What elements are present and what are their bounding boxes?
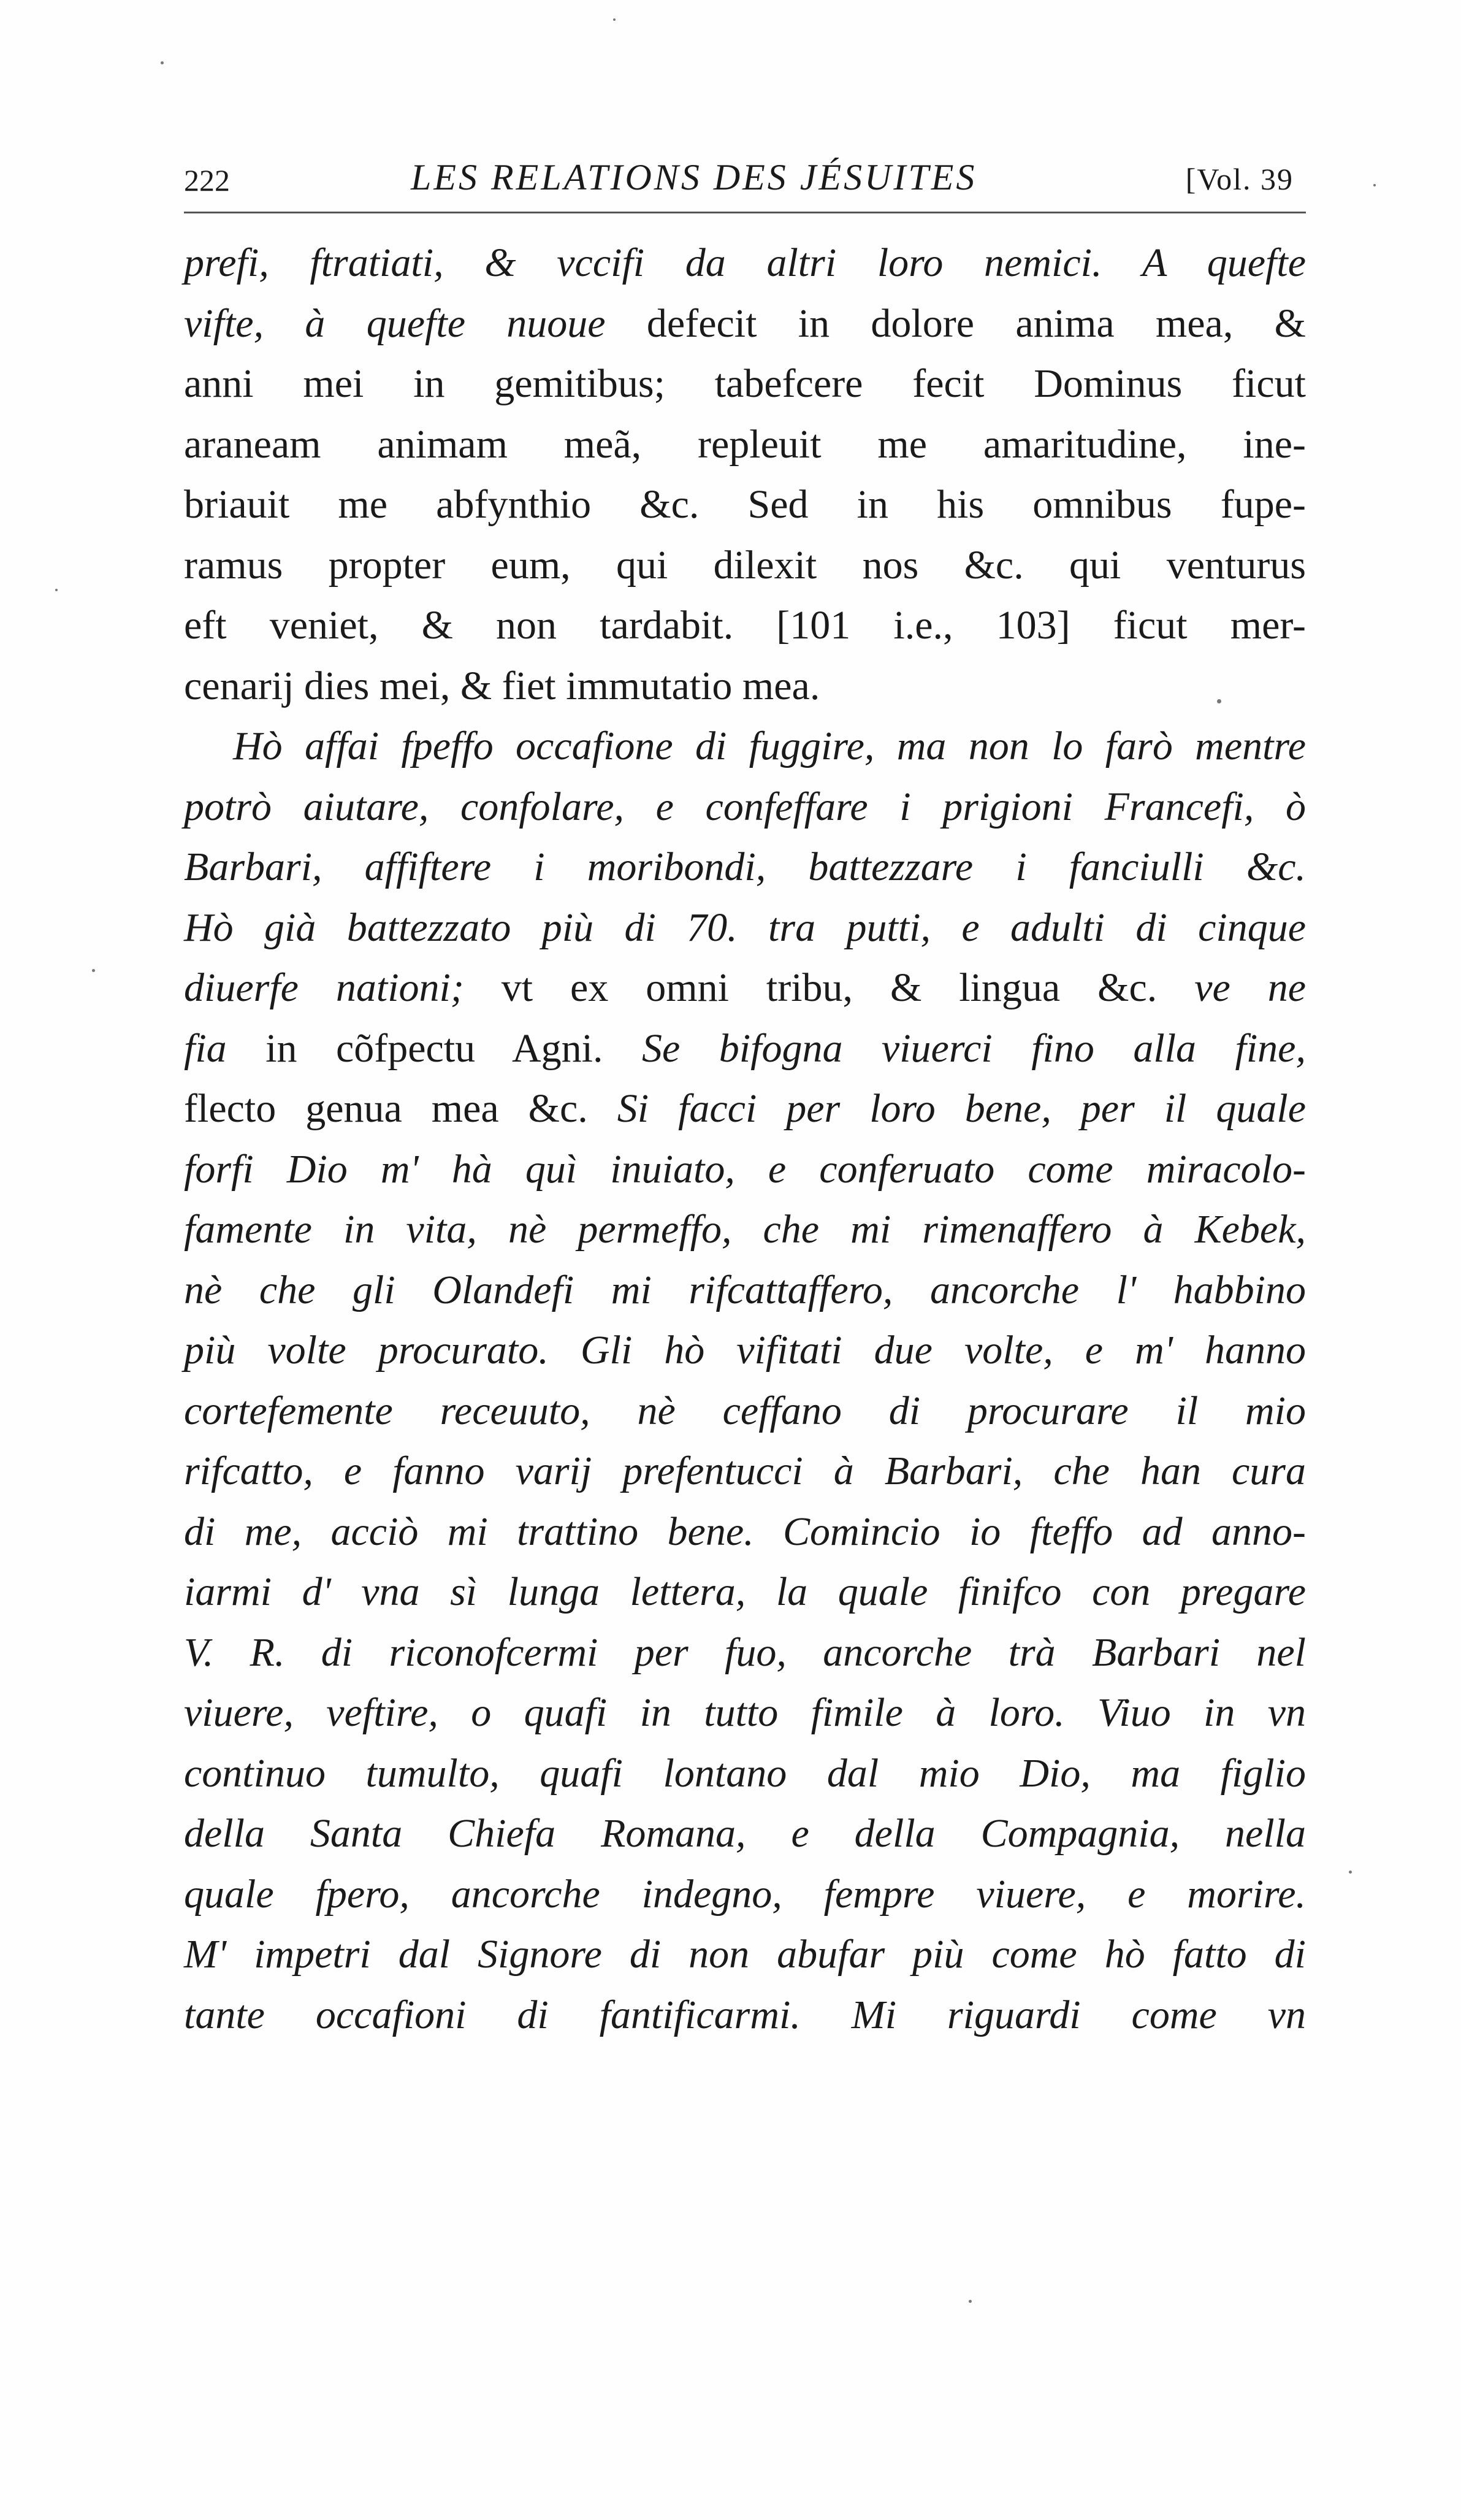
italic-text-segment: Si facci per loro bene, per il quale xyxy=(617,1086,1306,1131)
print-speck xyxy=(161,61,164,64)
text-line xyxy=(184,1864,1306,1925)
text-line xyxy=(184,1260,1306,1321)
print-speck xyxy=(1217,699,1221,703)
text-line xyxy=(184,656,1306,717)
italic-text-segment: tante occafioni di fantificarmi. Mi riguardi come vn xyxy=(184,1992,1306,2037)
roman-text-segment: vt ex omni tribu, & lingua &c. xyxy=(501,965,1195,1010)
italic-text-segment: quale fpero, ancorche indegno, fempre viuere, e morire. xyxy=(184,1871,1306,1917)
text-line xyxy=(184,475,1306,535)
roman-text-segment: defecit in dolore anima mea, & xyxy=(646,301,1306,346)
italic-text-segment: rifcatto, e fanno varij prefentucci à Barbari, che han cura xyxy=(184,1449,1306,1493)
italic-text-segment: prefi, ftratiati, & vccifi da altri loro nemici. A quefte xyxy=(184,240,1306,285)
text-line xyxy=(184,596,1306,656)
print-speck xyxy=(1349,1871,1352,1874)
italic-text-segment: V. R. di riconofcermi per fuo, ancorche trà Barbari nel xyxy=(184,1630,1306,1675)
text-line xyxy=(184,1079,1306,1139)
print-speck xyxy=(92,969,95,972)
page-number: 222 xyxy=(184,163,230,197)
roman-text-segment: briauit me abfynthio &c. Sed in his omnibus fupe- xyxy=(184,482,1306,527)
roman-text-segment: in cõfpectu Agni. xyxy=(265,1025,642,1071)
italic-text-segment: continuo tumulto, quafi lontano dal mio Dio, ma figlio xyxy=(184,1750,1306,1796)
text-line xyxy=(184,1139,1306,1200)
text-line xyxy=(184,1683,1306,1744)
text-line xyxy=(184,535,1306,596)
text-line xyxy=(184,837,1306,898)
text-line xyxy=(184,716,1306,777)
text-line xyxy=(184,1441,1306,1502)
text-line xyxy=(184,1744,1306,1804)
italic-text-segment: Hò già battezzato più di 70. tra putti, e adulti di cinque xyxy=(184,905,1306,950)
text-line xyxy=(184,777,1306,838)
italic-text-segment: Hò affai fpeffo occafione di fuggire, ma non lo farò mentre xyxy=(233,724,1306,768)
print-speck xyxy=(969,2300,972,2303)
italic-text-segment: di me, acciò mi trattino bene. Comincio io fteffo ad anno- xyxy=(184,1509,1306,1554)
volume-label: [Vol. 39 xyxy=(1185,162,1294,196)
italic-text-segment: nè che gli Olandefi mi rifcattaffero, ancorche l' habbino xyxy=(184,1267,1306,1312)
text-line xyxy=(184,415,1306,475)
italic-text-segment: diuerfe nationi; xyxy=(184,965,502,1010)
italic-text-segment: della Santa Chiefa Romana, e della Compagnia, nella xyxy=(184,1811,1306,1856)
text-line xyxy=(184,1502,1306,1563)
italic-text-segment: M' impetri dal Signore di non abufar più come hò fatto di xyxy=(184,1932,1306,1977)
italic-text-segment: potrò aiutare, confolare, e confeffare i prigioni Francefi, ò xyxy=(184,784,1306,829)
italic-text-segment: famente in vita, nè permeffo, che mi rimenaffero à Kebek, xyxy=(184,1207,1306,1252)
text-line xyxy=(184,1924,1306,1985)
roman-text-segment: flecto genua mea &c. xyxy=(184,1086,617,1131)
italic-text-segment: forfi Dio m' hà quì inuiato, e conferuato come miracolo- xyxy=(184,1146,1306,1192)
italic-text-segment: Se bifogna viuerci fino alla fine, xyxy=(642,1025,1306,1071)
roman-text-segment: ramus propter eum, qui dilexit nos &c. qui venturus xyxy=(184,542,1306,588)
text-line xyxy=(184,958,1306,1019)
header-rule xyxy=(184,212,1306,213)
text-line xyxy=(184,1200,1306,1260)
text-line xyxy=(184,1019,1306,1079)
running-title: LES RELATIONS DES JÉSUITES xyxy=(411,157,977,197)
text-line xyxy=(184,898,1306,959)
text-line xyxy=(184,354,1306,415)
italic-text-segment: Barbari, affiftere i moribondi, battezzare i fanciulli &c. xyxy=(184,844,1306,889)
text-line xyxy=(184,1562,1306,1623)
italic-text-segment: vifte, à quefte nuoue xyxy=(184,301,647,346)
italic-text-segment: cortefemente receuuto, nè ceffano di procurare il mio xyxy=(184,1388,1306,1433)
italic-text-segment: viuere, veftire, o quafi in tutto fimile à loro. Viuo in vn xyxy=(184,1690,1306,1735)
running-header xyxy=(184,156,1306,212)
text-line xyxy=(184,1804,1306,1864)
print-speck xyxy=(55,589,58,591)
italic-text-segment: iarmi d' vna sì lunga lettera, la quale finifco con pregare xyxy=(184,1569,1306,1614)
roman-text-segment: eft veniet, & non tardabit. [101 i.e., 103] ficut mer- xyxy=(184,603,1306,648)
italic-text-segment: più volte procurato. Gli hò vifitati due volte, e m' hanno xyxy=(184,1328,1306,1373)
italic-text-segment: fia xyxy=(184,1025,266,1071)
text-line xyxy=(184,233,1306,294)
text-line xyxy=(184,294,1306,354)
italic-text-segment: ve ne xyxy=(1194,965,1306,1010)
roman-text-segment: araneam animam meã, repleuit me amaritudine, ine- xyxy=(184,421,1306,467)
print-speck xyxy=(1373,184,1376,186)
text-line xyxy=(184,1623,1306,1683)
body-text xyxy=(184,233,1306,2045)
roman-text-segment: cenarij dies mei, & fiet immutatio mea. xyxy=(184,663,820,708)
text-line xyxy=(184,1381,1306,1442)
text-line xyxy=(184,1320,1306,1381)
text-line xyxy=(184,1985,1306,2046)
print-speck xyxy=(613,18,616,21)
roman-text-segment: anni mei in gemitibus; tabefcere fecit Dominus ficut xyxy=(184,361,1306,406)
